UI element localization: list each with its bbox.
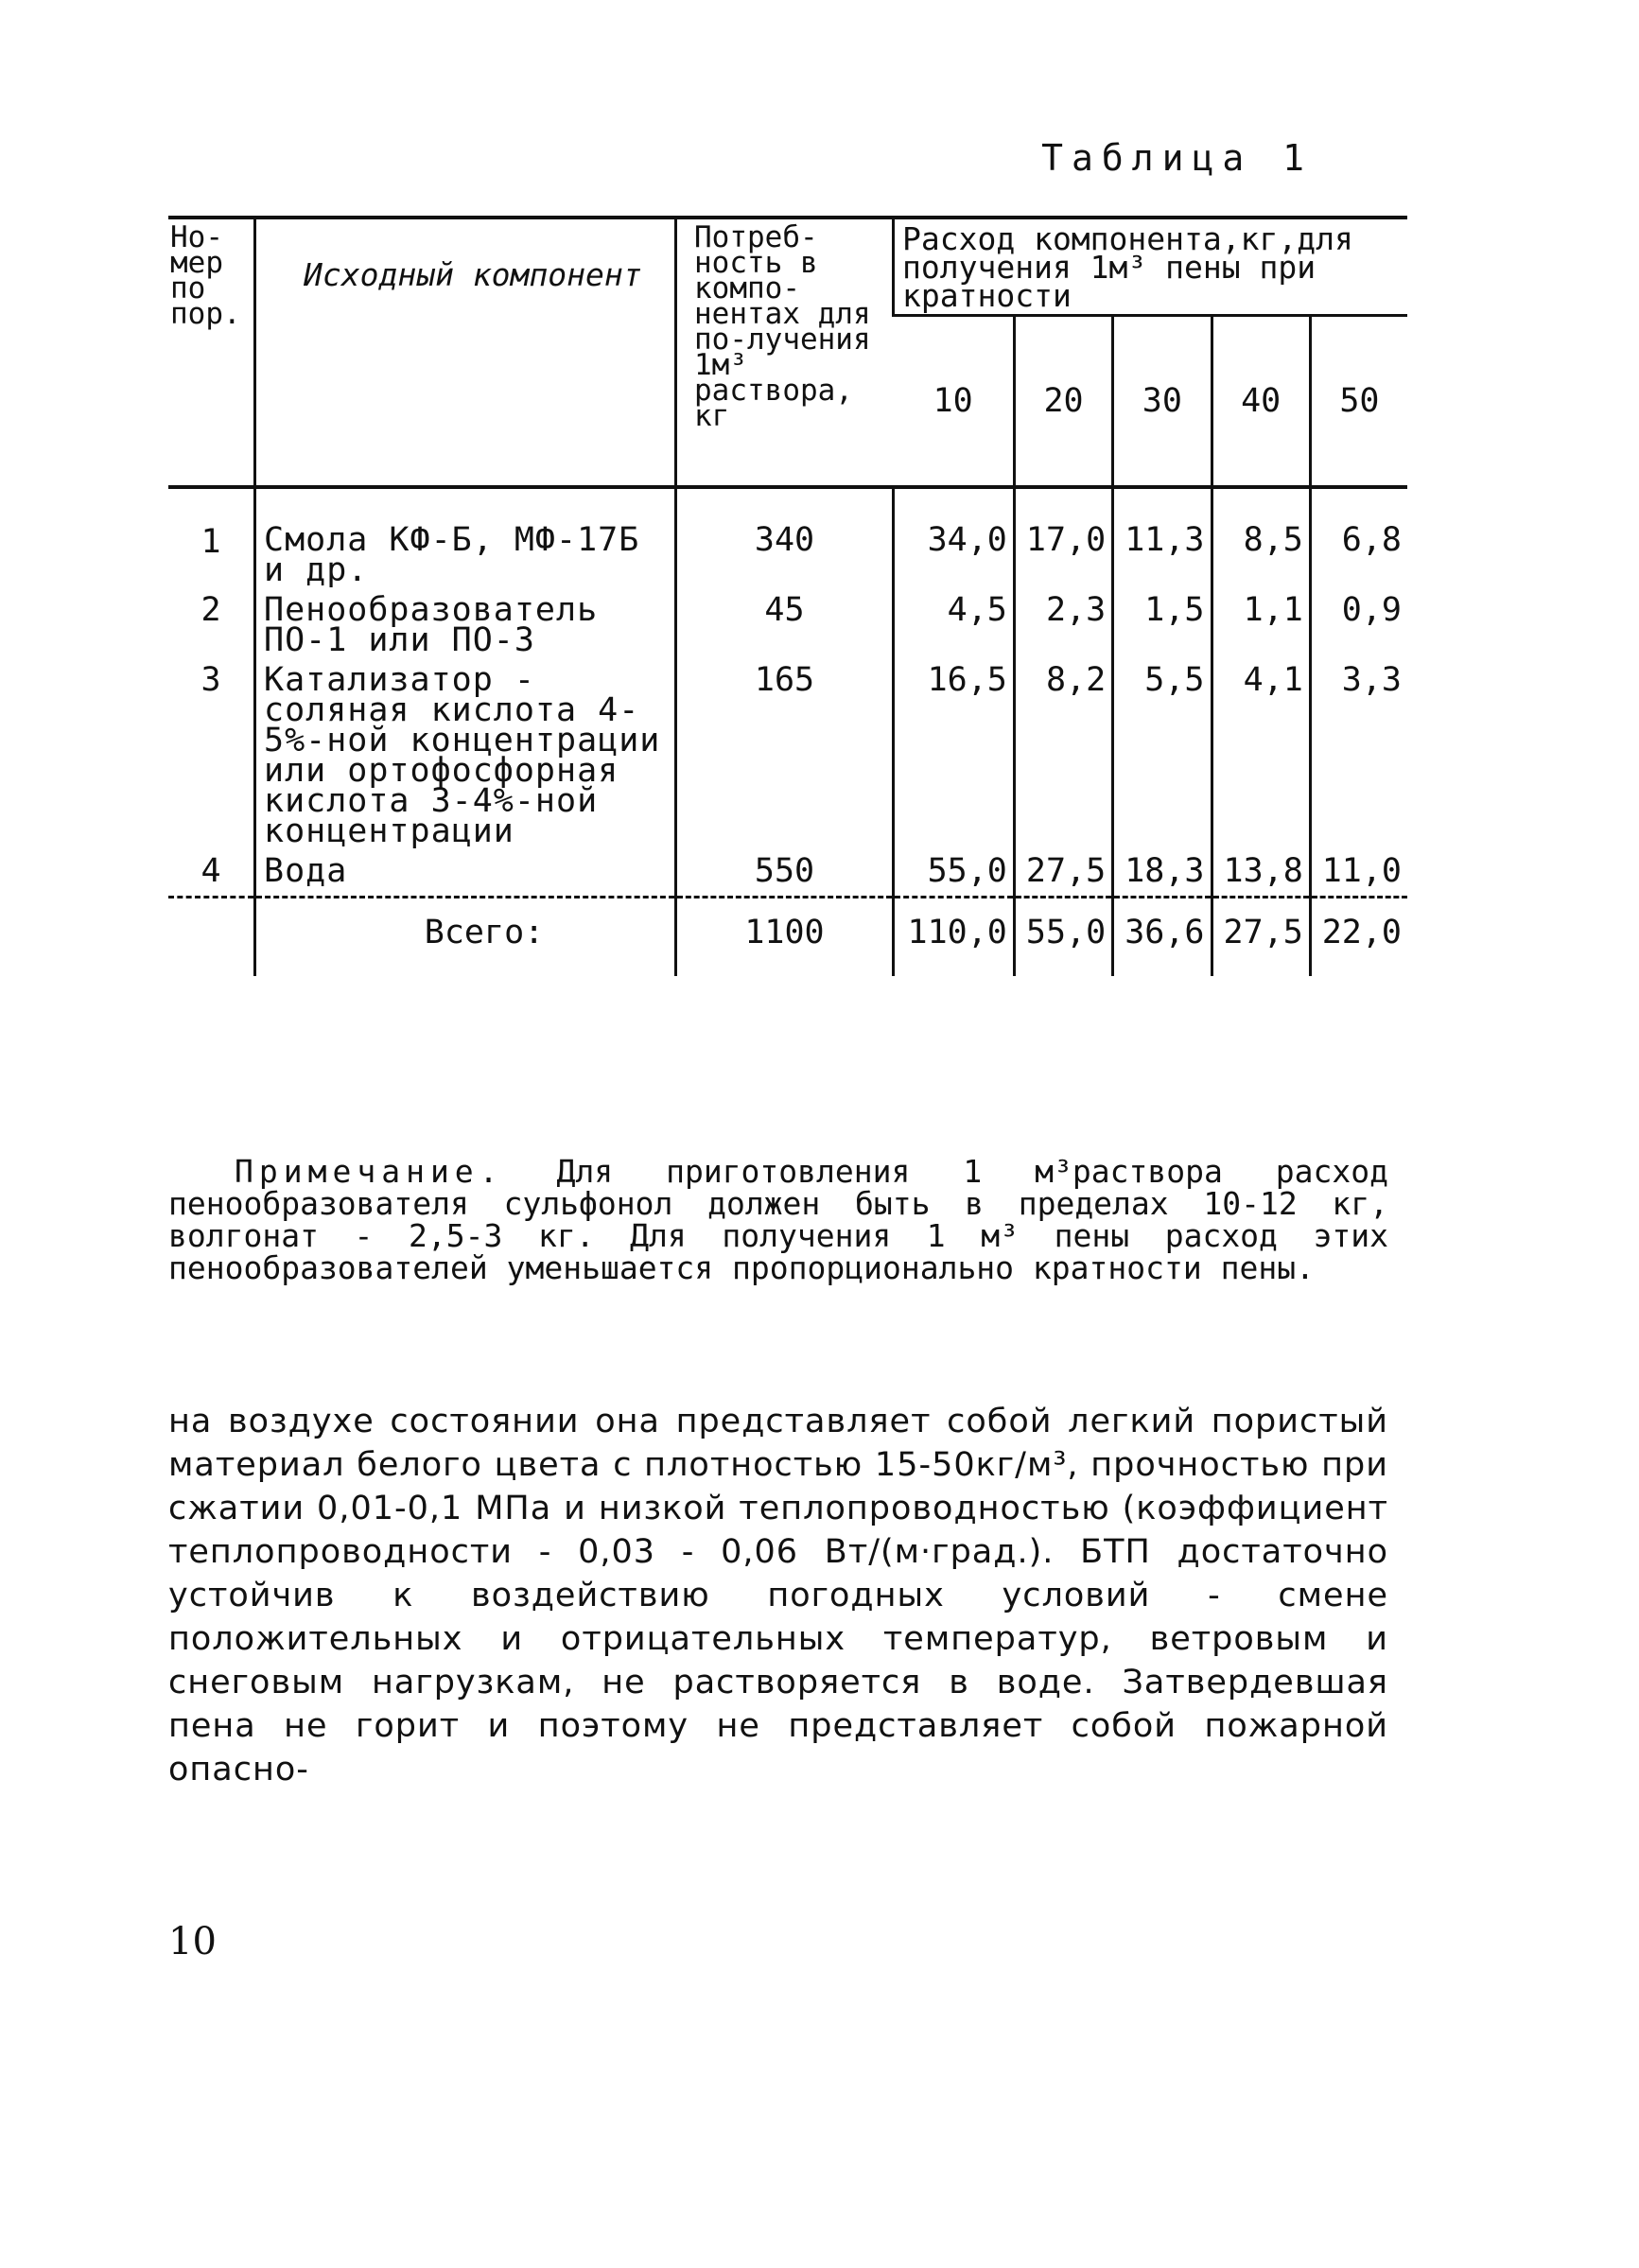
row-component: Смола КФ-Б, МФ-17Б и др. <box>255 525 676 595</box>
row-value: 1,1 <box>1212 595 1310 665</box>
total-value: 27,5 <box>1212 898 1310 977</box>
note-lead: Примечание. <box>235 1153 504 1190</box>
row-value: 27,5 <box>1014 856 1112 898</box>
row-need: 550 <box>676 856 894 898</box>
row-value: 8,5 <box>1212 525 1310 595</box>
row-number: 2 <box>201 591 221 629</box>
total-value: 55,0 <box>1014 898 1112 977</box>
page-number: 10 <box>168 1920 217 1963</box>
row-number: 3 <box>201 661 221 699</box>
row-value: 16,5 <box>894 665 1015 856</box>
table-row <box>168 665 1407 856</box>
row-value: 4,1 <box>1212 665 1310 856</box>
row-value: 4,5 <box>894 595 1015 665</box>
header-component: Исходный компонент <box>255 218 676 487</box>
header-separator <box>168 487 1407 525</box>
header-multiplicity: 10 <box>933 382 973 420</box>
row-need: 45 <box>676 595 894 665</box>
row-value: 13,8 <box>1212 856 1310 898</box>
row-value: 11,3 <box>1113 525 1212 595</box>
row-need: 165 <box>676 665 894 856</box>
header-need: Потреб-ность в компо-нентах для по-лучения 1м³ раствора, кг <box>676 218 894 487</box>
table-note <box>168 1153 1388 1286</box>
consumption-table <box>168 216 1407 976</box>
table-header-row <box>168 218 1407 316</box>
table-caption: Таблица 1 <box>1041 137 1313 179</box>
row-value: 18,3 <box>1113 856 1212 898</box>
total-label: Всего: <box>255 898 676 977</box>
note-text: Для приготовления 1 м³раствора расход пенообразователя сульфонол должен быть в пределах 10-12 кг, волгонат - 2,5-3 кг. Для получения 1 м³ пены расход этих пенообразователей уменьшается пропорционально кратности пены. <box>168 1153 1388 1286</box>
row-value: 5,5 <box>1113 665 1212 856</box>
row-component: Вода <box>255 856 676 898</box>
header-number: Но-мер по пор. <box>168 218 255 487</box>
row-need: 340 <box>676 525 894 595</box>
row-value: 3,3 <box>1310 665 1407 856</box>
total-need: 1100 <box>676 898 894 977</box>
row-number: 1 <box>201 523 221 561</box>
table-row <box>168 856 1407 898</box>
body-paragraph: на воздухе состоянии она представляет собой легкий пористый материал белого цвета с плотностью 15-50кг/м³, прочностью при сжатии 0,01-0,1 МПа и низкой теплопроводностью (коэффициент теплопроводности - 0,03 - 0,06 Вт/(м·град.). БТП достаточно устойчив к воздействию погодных условий - смене положительных и отрицательных температур, ветровым и снеговым нагрузкам, не растворяется в воде. Затвердевшая пена не горит и поэтому не представляет собой пожарной опасно- <box>168 1403 1388 1788</box>
row-component: Пенообразователь ПО-1 или ПО-3 <box>255 595 676 665</box>
table-total-row <box>168 898 1407 977</box>
row-value: 34,0 <box>894 525 1015 595</box>
header-multiplicity: 40 <box>1212 316 1310 488</box>
total-value: 36,6 <box>1113 898 1212 977</box>
row-value: 11,0 <box>1310 856 1407 898</box>
total-value: 22,0 <box>1310 898 1407 977</box>
header-consumption-group: Расход компонента,кг,для получения 1м³ пены при кратности <box>894 218 1408 316</box>
row-value: 17,0 <box>1014 525 1112 595</box>
header-multiplicity: 20 <box>1014 316 1112 488</box>
row-value: 55,0 <box>894 856 1015 898</box>
total-value: 110,0 <box>894 898 1015 977</box>
table-row <box>168 595 1407 665</box>
row-value: 8,2 <box>1014 665 1112 856</box>
row-value: 6,8 <box>1310 525 1407 595</box>
row-number: 4 <box>168 856 255 898</box>
table-row <box>168 525 1407 595</box>
row-value: 0,9 <box>1310 595 1407 665</box>
row-value: 1,5 <box>1113 595 1212 665</box>
row-value: 2,3 <box>1014 595 1112 665</box>
row-component: Катализатор - соляная кислота 4-5%-ной концентрации или ортофосфорная кислота 3-4%-ной концентрации <box>255 665 676 856</box>
header-multiplicity: 50 <box>1310 316 1407 488</box>
header-multiplicity: 30 <box>1113 316 1212 488</box>
